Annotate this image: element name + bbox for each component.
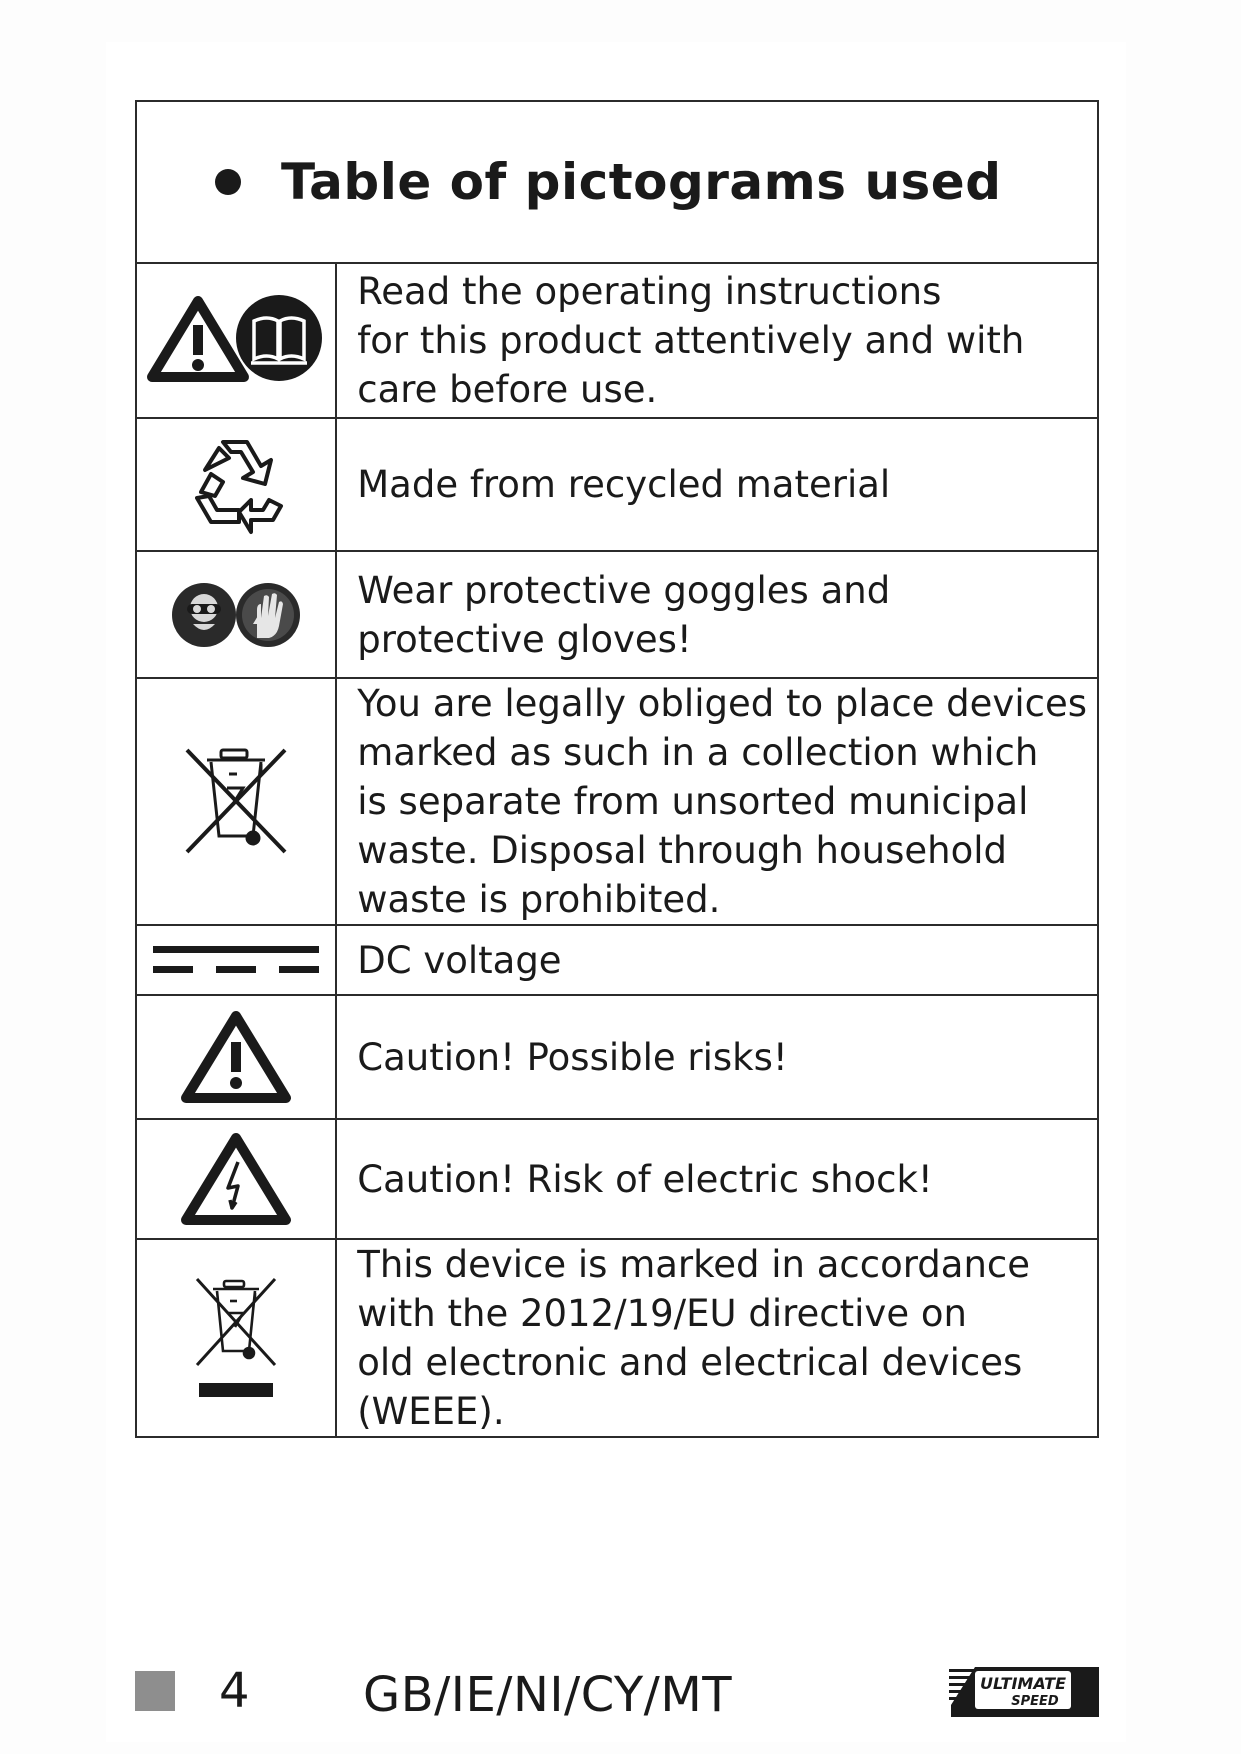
table-row bbox=[136, 551, 1098, 678]
page-number: 4 bbox=[219, 1663, 250, 1719]
warning-read-manual-icon bbox=[146, 293, 326, 389]
pictogram-description-line: waste. Disposal through household bbox=[357, 829, 1007, 872]
pictogram-description-line: Caution! Risk of electric shock! bbox=[357, 1157, 933, 1201]
pictogram-description-line: Wear protective goggles and bbox=[357, 568, 891, 612]
caution-triangle-icon bbox=[178, 1008, 294, 1106]
pictogram-description-line: waste is prohibited. bbox=[357, 878, 721, 921]
pictogram-description-line: for this product attentively and with bbox=[357, 319, 1025, 362]
weee-bin-icon bbox=[191, 1273, 281, 1403]
pictogram-description-line: (WEEE). bbox=[357, 1390, 505, 1433]
pictogram-description-line: old electronic and electrical devices bbox=[357, 1341, 1023, 1384]
brand-logo-text-bottom: SPEED bbox=[1011, 1694, 1059, 1709]
table-row bbox=[136, 1239, 1098, 1437]
brand-logo-text-top: ULTIMATE bbox=[979, 1674, 1067, 1693]
pictogram-description-line: Read the operating instructions bbox=[357, 270, 942, 313]
pictogram-description-line: marked as such in a collection which bbox=[357, 731, 1039, 774]
table-row bbox=[136, 995, 1098, 1119]
table-row bbox=[136, 263, 1098, 418]
crossed-bin-icon bbox=[181, 744, 291, 859]
dc-voltage-icon bbox=[151, 944, 321, 976]
recycle-icon bbox=[181, 430, 291, 540]
pictogram-description-line: Made from recycled material bbox=[357, 463, 891, 506]
table-row bbox=[136, 1119, 1098, 1239]
pictogram-table bbox=[135, 100, 1099, 1438]
table-row bbox=[136, 678, 1098, 925]
pictogram-description-line: is separate from unsorted municipal bbox=[357, 780, 1029, 823]
pictogram-description-line: DC voltage bbox=[357, 938, 562, 982]
country-codes: GB/IE/NI/CY/MT bbox=[363, 1667, 733, 1723]
pictogram-description-line: This device is marked in accordance bbox=[357, 1243, 1031, 1286]
bullet-icon bbox=[215, 169, 241, 195]
electric-shock-icon bbox=[178, 1130, 294, 1228]
footer-marker bbox=[135, 1671, 175, 1711]
brand-logo bbox=[949, 1665, 1099, 1717]
pictogram-description-line: care before use. bbox=[357, 368, 658, 411]
goggles-gloves-icon bbox=[171, 580, 301, 650]
table-header-row bbox=[136, 101, 1098, 263]
table-row bbox=[136, 418, 1098, 551]
section-title: Table of pictograms used bbox=[281, 153, 1002, 211]
pictogram-description-line: with the 2012/19/EU directive on bbox=[357, 1292, 967, 1335]
page-footer bbox=[135, 1665, 1099, 1725]
pictogram-description-line: protective gloves! bbox=[357, 617, 692, 661]
pictogram-description-line: You are legally obliged to place devices bbox=[357, 682, 1087, 725]
table-row bbox=[136, 925, 1098, 995]
pictogram-description-line: Caution! Possible risks! bbox=[357, 1035, 788, 1079]
